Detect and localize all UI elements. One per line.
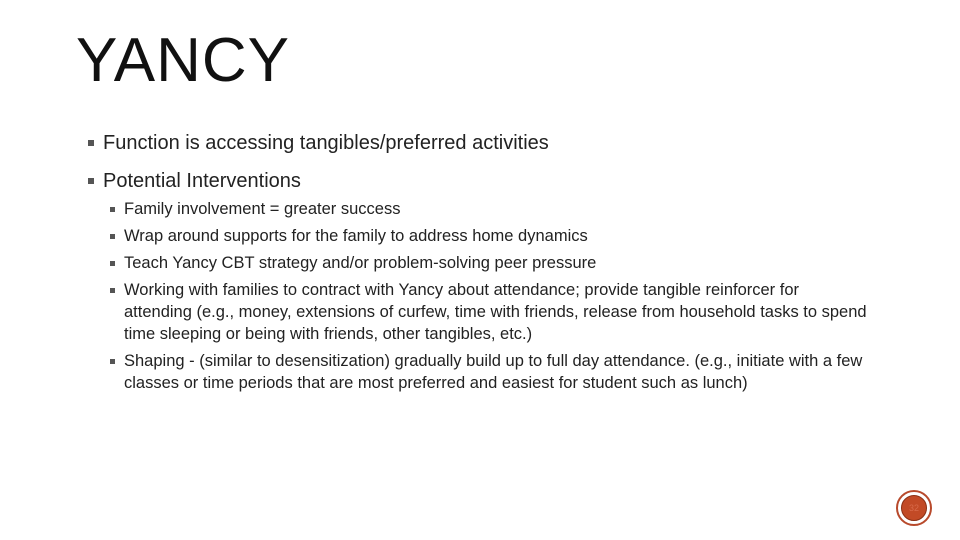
bullet-potential-interventions	[88, 169, 301, 193]
list-item	[110, 198, 870, 221]
square-bullet-icon	[110, 234, 115, 239]
square-bullet-icon	[88, 178, 94, 184]
list-item	[110, 350, 870, 394]
slide-title: YANCY	[76, 26, 291, 95]
list-item	[110, 252, 870, 275]
list-item-text: Working with families to contract with Yancy about attendance; provide tangible reinforcer for attending (e.g., money, extensions of curfew, time with friends, release from household tasks to spend time sleeping or being with friends, other tangibles, etc.)	[124, 281, 867, 343]
slide-number-badge	[896, 490, 932, 526]
list-item-text: Family involvement = greater success	[124, 200, 401, 218]
square-bullet-icon	[110, 359, 115, 364]
list-item	[110, 225, 870, 248]
bullet-function	[88, 131, 549, 155]
square-bullet-icon	[110, 261, 115, 266]
list-item	[110, 279, 870, 345]
square-bullet-icon	[110, 288, 115, 293]
slide-number: 32	[901, 495, 927, 521]
square-bullet-icon	[88, 140, 94, 146]
bullet-text: Function is accessing tangibles/preferred activities	[103, 132, 549, 154]
bullet-text: Potential Interventions	[103, 170, 301, 192]
list-item-text: Wrap around supports for the family to address home dynamics	[124, 227, 588, 245]
square-bullet-icon	[110, 207, 115, 212]
interventions-list	[110, 198, 870, 398]
list-item-text: Shaping - (similar to desensitization) gradually build up to full day attendance. (e.g., initiate with a few classes or time periods that are most preferred and easiest for student such as lunch)	[124, 351, 863, 392]
list-item-text: Teach Yancy CBT strategy and/or problem-solving peer pressure	[124, 254, 597, 272]
